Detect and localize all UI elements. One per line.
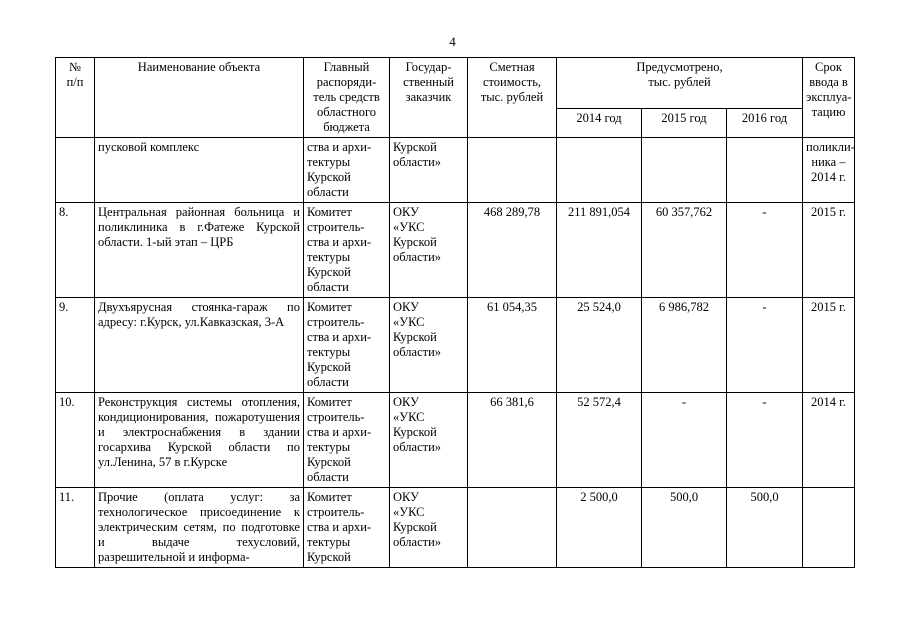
row-manager: Комитет строитель- ства и архи- тектуры Курской области (304, 298, 390, 393)
row-name: Прочие (оплата услуг: за технологическое присоединение к электрическим сетям, по подготовке и выдаче техусловий, разрешительной и информа- (95, 488, 304, 568)
row-term (803, 488, 855, 568)
row-2015: - (642, 393, 727, 488)
row-cost (468, 488, 557, 568)
header-manager: Главный распоряди- тель средств областного бюджета (304, 58, 390, 138)
row-2015: 500,0 (642, 488, 727, 568)
row-customer: ОКУ «УКС Курской области» (390, 298, 468, 393)
row-2014: 2 500,0 (557, 488, 642, 568)
row-cost: 66 381,6 (468, 393, 557, 488)
row-manager: ства и архи- тектуры Курской области (304, 138, 390, 203)
row-num: 10. (56, 393, 95, 488)
row-2016: - (727, 298, 803, 393)
row-2016: 500,0 (727, 488, 803, 568)
row-term: поликли- ника – 2014 г. (803, 138, 855, 203)
row-customer: ОКУ «УКС Курской области» (390, 488, 468, 568)
header-name: Наименование объекта (95, 58, 304, 138)
row-num: 9. (56, 298, 95, 393)
row-2015 (642, 138, 727, 203)
row-cost: 61 054,35 (468, 298, 557, 393)
row-2016 (727, 138, 803, 203)
row-term: 2015 г. (803, 203, 855, 298)
table-row (56, 488, 855, 568)
row-2016: - (727, 203, 803, 298)
row-2015: 6 986,782 (642, 298, 727, 393)
row-name: Центральная районная больница и поликлиника в г.Фатеже Курской области. 1-ый этап – ЦРБ (95, 203, 304, 298)
row-cost (468, 138, 557, 203)
row-name: Реконструкция системы отопления, кондиционирования, пожаротушения и электроснабжения в здании госархива Курской области по ул.Ленина, 57 в г.Курске (95, 393, 304, 488)
row-num (56, 138, 95, 203)
row-term: 2014 г. (803, 393, 855, 488)
row-2014: 25 524,0 (557, 298, 642, 393)
objects-table (55, 57, 855, 568)
row-customer: Курской области» (390, 138, 468, 203)
header-num: № п/п (56, 58, 95, 138)
row-2014 (557, 138, 642, 203)
table-row (56, 393, 855, 488)
row-manager: Комитет строитель- ства и архи- тектуры Курской (304, 488, 390, 568)
table-row (56, 203, 855, 298)
table-row (56, 298, 855, 393)
row-2014: 52 572,4 (557, 393, 642, 488)
page-number: 4 (449, 34, 456, 49)
table-row (56, 138, 855, 203)
header-2015: 2015 год (642, 108, 727, 137)
row-num: 11. (56, 488, 95, 568)
row-term: 2015 г. (803, 298, 855, 393)
row-name: Двухъярусная стоянка-гараж по адресу: г.Курск, ул.Кавказская, 3-А (95, 298, 304, 393)
header-customer: Государ- ственный заказчик (390, 58, 468, 138)
header-cost: Сметная стоимость, тыс. рублей (468, 58, 557, 138)
header-2014: 2014 год (557, 108, 642, 137)
row-manager: Комитет строитель- ства и архи- тектуры Курской области (304, 393, 390, 488)
row-2016: - (727, 393, 803, 488)
header-term: Срок ввода в эксплуа- тацию (803, 58, 855, 138)
row-customer: ОКУ «УКС Курской области» (390, 203, 468, 298)
row-manager: Комитет строитель- ства и архи- тектуры Курской области (304, 203, 390, 298)
row-num: 8. (56, 203, 95, 298)
header-2016: 2016 год (727, 108, 803, 137)
row-2014: 211 891,054 (557, 203, 642, 298)
row-cost: 468 289,78 (468, 203, 557, 298)
header-planned: Предусмотрено, тыс. рублей (557, 58, 803, 109)
row-2015: 60 357,762 (642, 203, 727, 298)
header-row-1 (56, 58, 855, 109)
row-name: пусковой комплекс (95, 138, 304, 203)
row-customer: ОКУ «УКС Курской области» (390, 393, 468, 488)
